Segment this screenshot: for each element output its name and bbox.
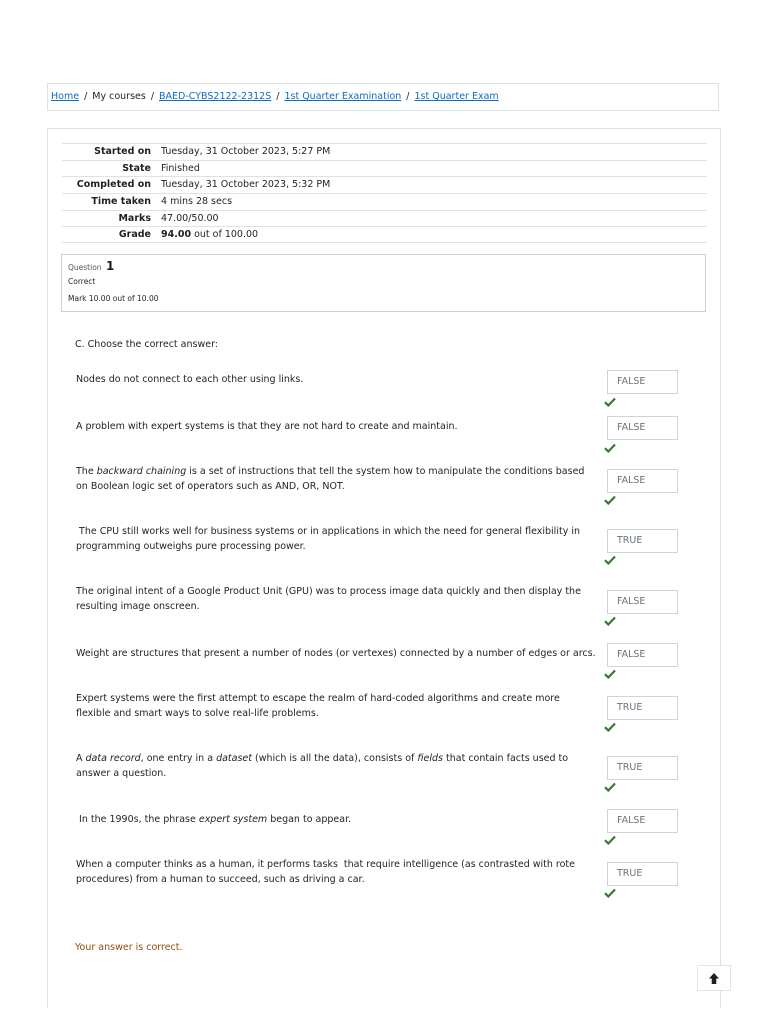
statement-text: A data record, one entry in a dataset (which is all the data), consists of fields that contain facts used to answer a question. (76, 753, 569, 779)
summary-label: Grade (118, 229, 151, 241)
question-instruction: C. Choose the correct answer: (75, 339, 219, 350)
breadcrumb-separator: / (276, 91, 280, 102)
answer-select[interactable]: FALSE (607, 809, 678, 833)
grade-out-of: out of 100.00 (191, 229, 259, 241)
breadcrumb-course-link[interactable]: BAED-CYBS2122-2312S (159, 91, 272, 102)
check-icon (604, 443, 616, 453)
answer-select[interactable]: TRUE (607, 696, 678, 720)
summary-label: Started on (94, 146, 151, 157)
breadcrumb-separator: / (406, 91, 410, 102)
summary-row-completed-on (62, 176, 707, 193)
check-icon (604, 835, 616, 845)
breadcrumb (47, 83, 719, 111)
check-icon (604, 616, 616, 626)
summary-value: 47.00/50.00 (161, 212, 219, 224)
check-icon (604, 782, 616, 792)
summary-row-started-on (62, 143, 707, 160)
statement-text: The backward chaining is a set of instructions that tell the system how to manipulate the conditions based on Boolean logic set of operators such as AND, OR, NOT. (76, 466, 585, 492)
summary-label: Completed on (76, 179, 151, 191)
question-info-box (61, 254, 706, 312)
attempt-summary-table (62, 143, 707, 243)
check-icon (604, 397, 616, 407)
statement-text: In the 1990s, the phrase expert system began to appear. (76, 814, 352, 825)
summary-row-marks (62, 210, 707, 227)
statement-text: Weight are structures that present a number of nodes (or vertexes) connected by a number of edges or arcs. (76, 648, 596, 659)
statement-text: The CPU still works well for business systems or in applications in which the need for general flexibility in programming outweighs pure processing power. (76, 526, 580, 552)
answer-select[interactable]: TRUE (607, 862, 678, 886)
breadcrumb-my-courses: My courses (92, 91, 146, 102)
answer-select[interactable]: FALSE (607, 469, 678, 493)
answer-select[interactable]: TRUE (607, 756, 678, 780)
question-prefix: Question (68, 263, 102, 272)
check-icon (604, 888, 616, 898)
check-icon (604, 669, 616, 679)
breadcrumb-quiz-link[interactable]: 1st Quarter Exam (414, 91, 499, 102)
statement-text: Expert systems were the first attempt to escape the realm of hard-coded algorithms and create more flexible and smart ways to solve real-life problems. (76, 693, 560, 719)
breadcrumb-separator: / (84, 91, 88, 102)
summary-row-time-taken (62, 193, 707, 210)
summary-label: Marks (118, 212, 151, 224)
summary-value (161, 227, 707, 242)
check-icon (604, 555, 616, 565)
breadcrumb-home-link[interactable]: Home (51, 91, 80, 102)
summary-row-grade (62, 226, 707, 243)
statement-text: When a computer thinks as a human, it performs tasks that require intelligence (as contrasted with rote procedures) from a human to succeed, such as driving a car. (76, 859, 576, 885)
question-number-value: 1 (105, 259, 115, 273)
answer-select[interactable]: TRUE (607, 529, 678, 553)
grade-score: 94.00 (161, 229, 192, 241)
breadcrumb-section-link[interactable]: 1st Quarter Examination (284, 91, 402, 102)
summary-value: Tuesday, 31 October 2023, 5:27 PM (161, 146, 331, 157)
question-mark: Mark 10.00 out of 10.00 (68, 294, 159, 303)
scroll-to-top-button[interactable] (697, 965, 731, 991)
arrow-up-icon (709, 973, 719, 984)
check-icon (604, 495, 616, 505)
statement-text: The original intent of a Google Product Unit (GPU) was to process image data quickly and then display the resulting image onscreen. (76, 586, 581, 612)
check-icon (604, 722, 616, 732)
feedback-text: Your answer is correct. (75, 942, 183, 953)
summary-value: Finished (161, 162, 200, 174)
statement-text: A problem with expert systems is that they are not hard to create and maintain. (76, 421, 458, 432)
answer-select[interactable]: FALSE (607, 416, 678, 440)
summary-row-state (62, 160, 707, 177)
breadcrumb-separator: / (150, 91, 155, 102)
statement-text: Nodes do not connect to each other using links. (76, 374, 304, 385)
answer-select[interactable]: FALSE (607, 370, 678, 394)
question-state: Correct (68, 277, 96, 286)
summary-value: 4 mins 28 secs (161, 196, 233, 208)
question-number (68, 259, 699, 273)
summary-value: Tuesday, 31 October 2023, 5:32 PM (161, 179, 331, 191)
summary-label: Time taken (91, 196, 151, 208)
summary-label: State (122, 162, 151, 174)
answer-select[interactable]: FALSE (607, 590, 678, 614)
answer-select[interactable]: FALSE (607, 643, 678, 667)
